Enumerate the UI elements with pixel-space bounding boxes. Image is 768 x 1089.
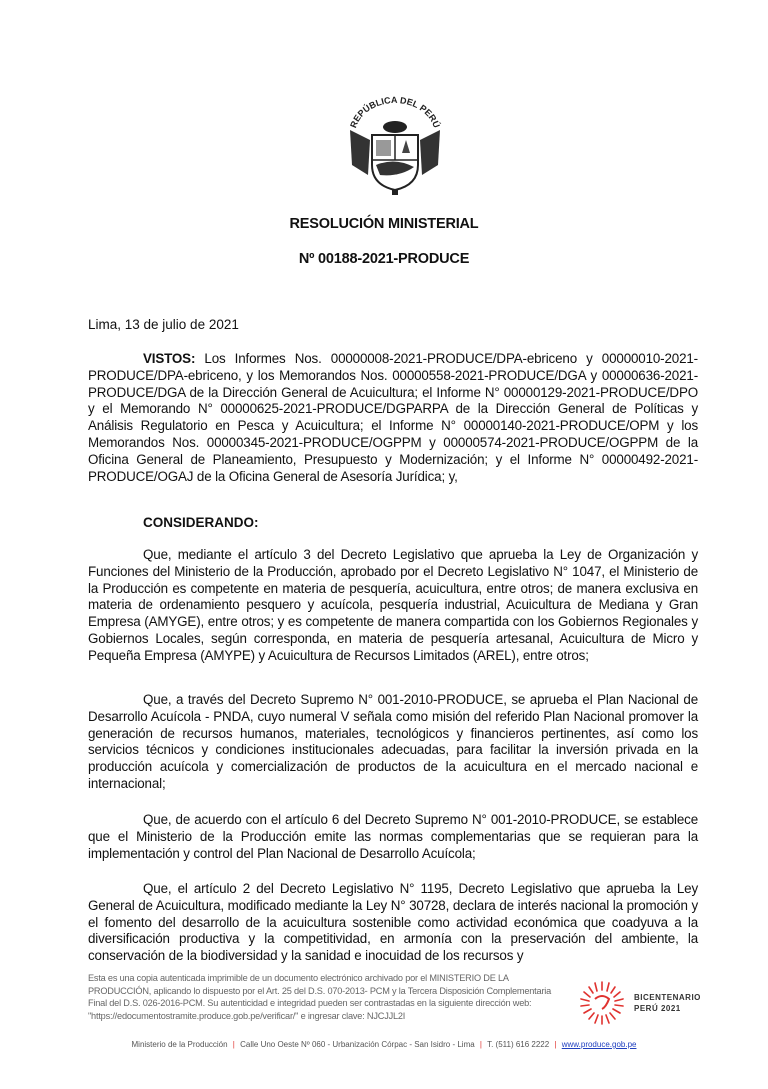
document-date: Lima, 13 de julio de 2021 [88, 317, 239, 332]
bicentenario-text [634, 992, 701, 1014]
considerando-paragraph: Que, mediante el artículo 3 del Decreto Legislativo que aprueba la Ley de Organización y Funciones del Ministerio de la Producción, aprobado por el Decreto Legislativo N° 1047, el Ministerio de la Producción es competente en materia de pesquería, acuicultura, entre otros; de manera exclusiva en materia de ordenamiento pesquero y acuícola, pesquería industrial, Acuicultura de Mediana y Gran Empresa (AMYGE), entre otros; y es competente de manera compartida con los Gobiernos Regionales y Gobiernos Locales, según corresponda, en materia de pesquería artesanal, Acuicultura de Micro y Pequeña Empresa (AMYPE) y Acuicultura de Recursos Limitados (AREL), entre otros; [88, 547, 698, 663]
footer-phone: T. (511) 616 2222 [487, 1040, 550, 1049]
bicentenario-emblem-icon [578, 979, 626, 1027]
authentication-note: Esta es una copia autenticada imprimible de un documento electrónico archivado por el MINISTERIO DE LA PRODUCCIÓN, aplicando lo dispuesto por el Art. 25 del D.S. 070-2013- PCM y la Tercera Disposición Complementaria Final del D.S. 026-2016-PCM. Su autenticidad e integridad pueden ser contrastadas en la siguiente dirección web: "https://edocumentostramite.produce.gob.pe/verificar/" e ingresar clave: NJCJJL2I [88, 973, 552, 1021]
footer-address: Calle Uno Oeste Nº 060 - Urbanización Córpac - San Isidro - Lima [240, 1040, 475, 1049]
footer-website-link[interactable]: www.produce.gob.pe [561, 1040, 637, 1049]
footer-separator: | [232, 1040, 235, 1049]
considerando-paragraph: Que, el artículo 2 del Decreto Legislativo N° 1195, Decreto Legislativo que aprueba la Ley General de Acuicultura, modificado mediante la Ley N° 30728, declara de interés nacional la promoción y el fomento del desarrollo de la acuicultura sostenible como actividad económica que coadyuva a la diversificación productiva y la competitividad, en armonía con la preservación del ambiente, la conservación de la biodiversidad y la sanidad e inocuidad de los recursos y [88, 881, 698, 964]
vistos-paragraph [88, 351, 698, 485]
vistos-label: VISTOS: [143, 351, 196, 366]
footer-separator: | [554, 1040, 557, 1049]
page-footer [0, 1040, 768, 1049]
document-title: RESOLUCIÓN MINISTERIAL [289, 216, 479, 232]
bicentenario-logo [578, 975, 718, 1030]
considerando-paragraph: Que, de acuerdo con el artículo 6 del Decreto Supremo N° 001-2010-PRODUCE, se establece que el Ministerio de la Producción emite las normas complementarias que se requieran para la implementación y control del Plan Nacional de Desarrollo Acuícola; [88, 812, 698, 861]
resolution-number: Nº 00188-2021-PRODUCE [298, 251, 470, 267]
vistos-text: Los Informes Nos. 00000008-2021-PRODUCE/DPA-ebriceno y 00000010-2021-PRODUCE/DPA-ebriceno, y los Memorandos Nos. 00000558-2021-PRODUCE/DGA y 00000636-2021-PRODUCE/DGA de la Dirección General de Acuicultura; el Informe N° 00000129-2021-PRODUCE/DPO y el Memorando N° 00000625-2021-PRODUCE/DGPARPA de la Dirección General de Políticas y Análisis Regulatorio en Pesca y Acuicultura; el Informe N° 00000140-2021-PRODUCE/OPM y los Memorandos Nos. 00000345-2021-PRODUCE/OGPPM y 00000574-2021-PRODUCE/OGPPM de la Oficina General de Planeamiento, Presupuesto y Modernización; y el Informe N° 00000492-2021-PRODUCE/OGAJ de la Oficina General de Asesoría Jurídica; y, [88, 351, 698, 484]
bicentenario-line1: BICENTENARIO [634, 992, 701, 1002]
considerando-paragraph: Que, a través del Decreto Supremo N° 001-2010-PRODUCE, se aprueba el Plan Nacional de Desarrollo Acuícola - PNDA, cuyo numeral V señala como misión del referido Plan Nacional promover la generación de recursos humanos, materiales, tecnológicos y financieros pertinentes, así como los servicios técnicos y condiciones institucionales adecuadas, para facilitar la inversión privada en la producción acuícola y comercialización de productos de la acuicultura en el mercado nacional e internacional; [88, 692, 698, 791]
footer-ministry: Ministerio de la Producción [131, 1040, 228, 1049]
seal-label: REPÚBLICA DEL PERÚ [348, 95, 442, 130]
footer-separator: | [479, 1040, 482, 1049]
coat-of-arms-icon [340, 95, 450, 195]
considerando-heading: CONSIDERANDO: [143, 515, 259, 530]
bicentenario-line2: PERÚ 2021 [634, 1003, 681, 1013]
